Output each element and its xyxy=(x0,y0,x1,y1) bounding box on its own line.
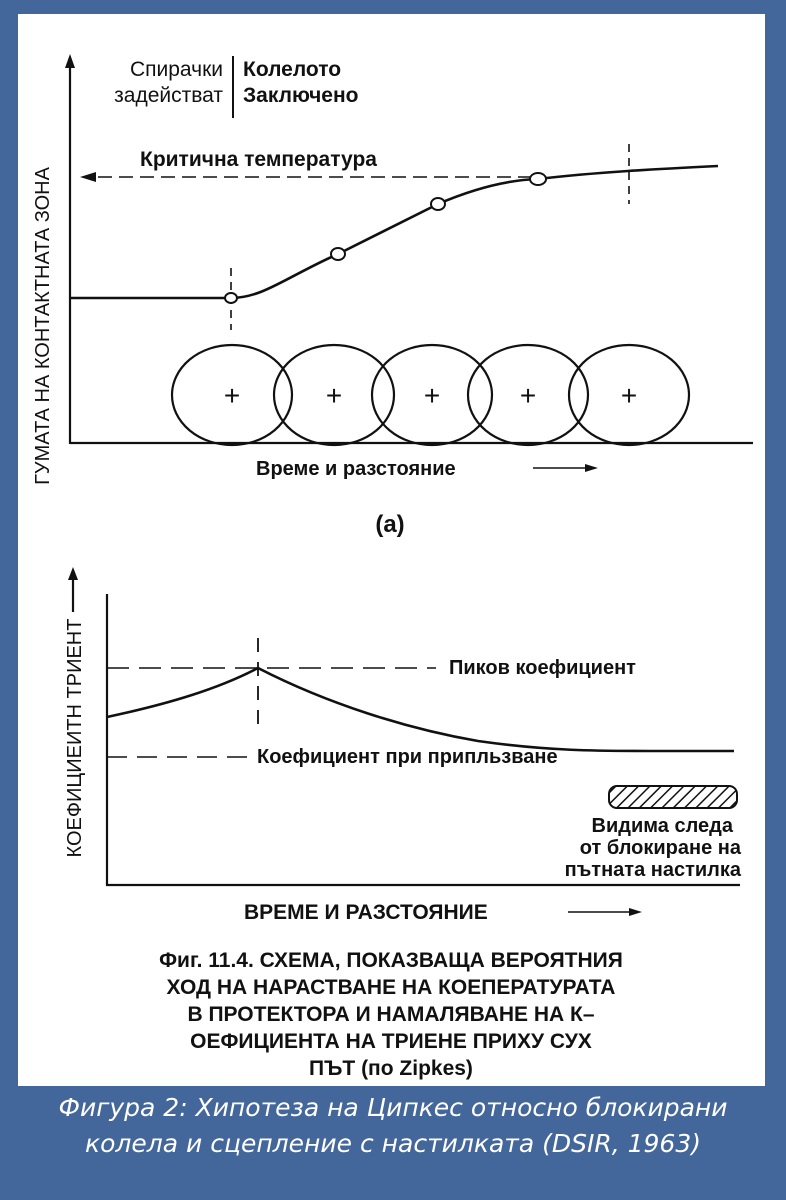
skid-label-line2: от блокиране на xyxy=(579,837,741,859)
bottom-y-axis-label: КОЕФИЦИЕИТН ТРИЕНТ xyxy=(64,618,86,858)
bottom-x-axis-label: ВРЕМЕ И РАЗСТОЯНИЕ xyxy=(244,901,488,924)
curve-point-2 xyxy=(331,248,345,260)
top-y-axis-arrow xyxy=(65,54,75,68)
caption-line-2: ХОД НА НАРАСТВАНЕ НА КОЕПЕРАТУРАТА xyxy=(166,976,616,999)
peak-label: Пиков коефициент xyxy=(449,657,636,679)
curve-point-1 xyxy=(225,293,237,303)
slip-label: Коефициент при припльзване xyxy=(257,746,558,768)
label-wheel-line1: Колелото xyxy=(243,58,342,81)
wheel-markers xyxy=(224,380,637,411)
caption-line-4: ОЕФИЦИЕНТА НА ТРИЕНЕ ПРИХУ СУХ xyxy=(190,1030,592,1053)
diagram-svg xyxy=(18,14,765,1086)
bottom-x-arrow-head xyxy=(629,908,642,916)
critical-temp-label: Критична температура xyxy=(140,148,377,171)
curve-point-4 xyxy=(530,173,546,185)
wheel-marker-5: + xyxy=(620,380,638,411)
top-x-arrow-head xyxy=(585,464,598,472)
top-y-axis-label: ГУМАТА НА КОНТАКТНАТА ЗОНА xyxy=(32,167,54,485)
figure-caption xyxy=(0,1090,786,1162)
wheel-marker-3: + xyxy=(423,380,441,411)
label-brakes-line1: Спирачки xyxy=(129,58,223,81)
bottom-y-arrow-head xyxy=(68,567,78,580)
figure-caption-line-2: колела и сцепление с настилката (DSIR, 1963) xyxy=(85,1129,701,1158)
figure-panel xyxy=(18,14,765,1086)
label-brakes-line2: задействат xyxy=(114,84,223,107)
caption-line-1: Фиг. 11.4. СХЕМА, ПОКАЗВАЩА ВЕРОЯТНИЯ xyxy=(159,949,623,972)
caption-line-3: В ПРОТЕКТОРА И НАМАЛЯВАНЕ НА К– xyxy=(187,1003,595,1026)
top-diagram xyxy=(32,54,753,538)
wheel-marker-2: + xyxy=(325,380,343,411)
friction-curve xyxy=(107,668,734,751)
bottom-diagram xyxy=(64,567,742,924)
top-x-axis-label: Време и разстояние xyxy=(256,458,456,480)
original-caption xyxy=(159,949,623,1080)
caption-line-5: ПЪТ (по Zipkes) xyxy=(309,1057,473,1080)
skid-mark-hatch xyxy=(609,786,737,808)
label-wheel-line2: Заключено xyxy=(243,84,359,107)
curve-point-3 xyxy=(431,198,445,210)
wheel-marker-1: + xyxy=(223,380,241,411)
skid-label-line3: пътната настилка xyxy=(564,859,741,881)
skid-label-line1: Видима следа xyxy=(591,815,733,837)
temperature-curve xyxy=(70,166,718,298)
panel-label-a: (a) xyxy=(375,511,405,538)
critical-temp-arrow xyxy=(80,172,96,182)
wheel-marker-4: + xyxy=(519,380,537,411)
figure-caption-line-1: Фигура 2: Хипотеза на Ципкес относно блокирани xyxy=(58,1093,728,1122)
